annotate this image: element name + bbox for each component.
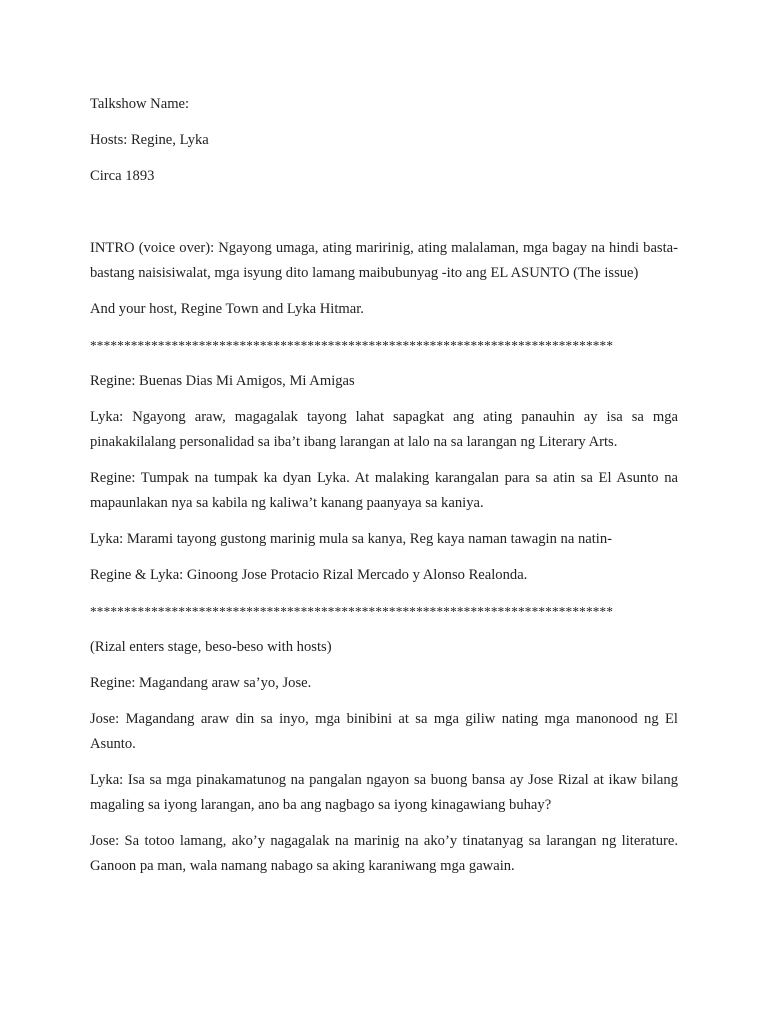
dialogue-line-regine-welcome: Regine: Magandang araw sa’yo, Jose. [90,675,312,691]
dialogue-line-jose-answer: Jose: Sa totoo lamang, ako’y nagagalak na marinig na ako’y tinatanyag sa larangan ng literature. Ganoon pa man, wala namang nabago sa aking karaniwang mga gawain. [90,833,678,874]
dialogue-line-lyka-question: Lyka: Isa sa mga pinakamatunog na pangalan ngayon sa buong bansa ay Jose Rizal at ikaw bilang magaling sa iyong larangan, ano ba ang nagbago sa iyong kinagawiang buhay? [90,772,678,813]
separator-line: ***************************************************************************** [90,338,614,353]
dialogue-line-regine-greeting: Regine: Buenas Dias Mi Amigos, Mi Amigas [90,373,355,389]
dialogue-line-lyka-call: Lyka: Marami tayong gustong marinig mula sa kanya, Reg kaya naman tawagin na natin- [90,531,612,547]
dialogue-line-jose-greeting: Jose: Magandang araw din sa inyo, mga binibini at sa mga giliw nating mga manonood ng El Asunto. [90,711,678,752]
intro-paragraph: INTRO (voice over): Ngayong umaga, ating maririnig, ating malalaman, mga bagay na hindi basta-bastang naisisiwalat, mga isyung dito lamang maibubunyag -ito ang EL ASUNTO (The issue) [90,240,678,281]
document-body [90,92,678,890]
dialogue-line-regine-response: Regine: Tumpak na tumpak ka dyan Lyka. At malaking karangalan para sa atin sa El Asunto na mapaunlakan nya sa kabila ng kaliwa’t kanang paanyaya sa kaniya. [90,470,678,511]
hosts-line: Hosts: Regine, Lyka [90,132,209,148]
separator-line: ***************************************************************************** [90,604,614,619]
talkshow-name-line: Talkshow Name: [90,96,190,112]
dialogue-line-guest-announcement: Regine & Lyka: Ginoong Jose Protacio Rizal Mercado y Alonso Realonda. [90,567,528,583]
circa-line: Circa 1893 [90,168,155,184]
host-introduction-line: And your host, Regine Town and Lyka Hitmar. [90,301,364,317]
dialogue-line-lyka-intro: Lyka: Ngayong araw, magagalak tayong lahat sapagkat ang ating panauhin ay isa sa mga pinakakilalang personalidad sa iba’t ibang larangan at lalo na sa larangan ng Literary Arts. [90,409,678,450]
stage-direction: (Rizal enters stage, beso-beso with hosts) [90,639,332,655]
